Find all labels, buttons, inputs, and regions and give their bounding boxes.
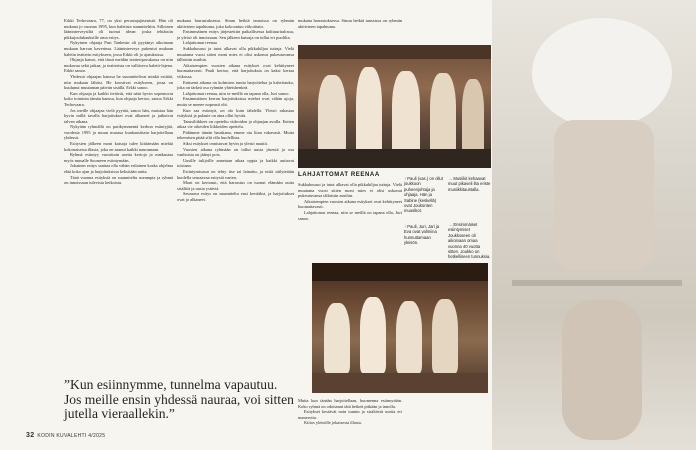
article-paragraph: Kiitos yleisölle jokaisesta illasta.	[304, 420, 362, 426]
page-folio	[26, 432, 105, 439]
article-paragraph: mukana harrastuksessa. Sinun hetkiä tanssissa on ryhmän aktiivinen tapahtuma, joka kokoontuu viikoittain.	[177, 18, 294, 29]
article-paragraph: Esiintymisasut on tehty itse tai lainattu, ja niitä säilytetään huolella seuraavaa esitystä varten.	[177, 169, 294, 180]
article-paragraph: Erkki Terhovaara, 77, on yksi perustajajäsenistä. Hän oli mukana jo vuonna 1995, kun baletista suunniteltiin. Silloinen lääninterveysiltä oli tuonut idean: joska tehtäisiin pikkujoulukauksille oma esitys.	[64, 18, 173, 40]
magazine-name: KODIN KUVALEHTI 4/2025	[37, 433, 106, 439]
photo-dancers-on-stage	[312, 263, 488, 393]
article-paragraph: Aikaisempien vuosien aikana esitykset ovat kehittyneet huomattavasti.	[298, 198, 402, 210]
article-paragraph: Pidämme tämän hauskana, emme ota liian vakavasti. Mutta tekemisen pitää silti olla huolellista.	[177, 129, 294, 141]
article-paragraph: Kun saa esiintyä, on olo kuin tähdellä. Yleisö rakastaa esityksiä ja palaute on aina ollut hyvää.	[177, 107, 294, 119]
article-paragraph: Lahjattomat reenaa	[183, 40, 217, 46]
caption-music	[448, 176, 492, 192]
arrow-right-icon: →	[448, 176, 453, 181]
article-paragraph: Lahjattomat reenaa, niin se meillä on tapana olla, Juri sanoo.	[183, 90, 290, 96]
article-paragraph: Jos meille ohjaajaa vielä pyytää, sanoo hän, muistaa hän hyvin millä tavalla harjoitukset ovat alkaneet ja jatkuivat talven aikana.	[64, 107, 173, 124]
caption-text: Musiikit kehaavat muut pikaveli ilta eriste musiikkitaustalla.	[448, 176, 491, 192]
article-paragraph: Lahjattomat reenaa, niin se meillä on tapana olla, Juri sanoo.	[298, 209, 402, 221]
article-paragraph: Ensimmäinen esitys järjestettiin paikallisessa kulttuuritalossa, ja yleisö oli innoissaan. Sen jälkeen kutsuja on tullut eri puolilta.	[177, 29, 294, 40]
article-paragraph: Entisenä aikana on kolmisen tuntia harjoittelua ja kahvitauko, joka on tärkeä osa ryhmän yhteishenkeä.	[177, 79, 294, 91]
article-paragraph: Tanssiliikkeet on opeteltu videoiden ja ohjaajan avulla. Eniten aikaa vie oikeiden liikkeiden opettelu.	[177, 118, 294, 130]
article-column-3-top	[298, 18, 402, 44]
photo-dancers-rehearsal	[298, 45, 491, 168]
article-paragraph: Uusille tulijoille annetaan aikaa oppia ja kaikki auttavat toisiaan.	[177, 157, 294, 169]
caption-text: Ensimmäiset esiintymiset Joukkoseen oli aikoinaan omaa vuonna 40 vuotta sitten. Joukko on hetkelliseen tunnuksia.	[448, 222, 491, 260]
article-paragraph: Mutta kun tänään harjoitellaan, huomenna esiinnytään. Koko ryhmä on odottanut tätä hetkeä pitkään ja innolla.	[298, 398, 402, 409]
article-paragraph: Jokainen esitys saattaa olla vähän erilainen koska ohjelma elää koko ajan ja harjoituksissa keksitään uutta.	[64, 163, 173, 175]
arrow-right-icon: →	[448, 222, 453, 227]
caption-text: Pauli, Juri, Jari ja Eva ovat valmiina hunnuttamaan yleisön.	[404, 224, 440, 246]
article-paragraph: Tänä vuonna esityksiä on suunniteltu useampia ja ryhmä on innoissaan tulevista keikoista.	[64, 174, 173, 186]
article-paragraph: Ryhmä esiintyy vuosittain useita kertoja ja matkustaa myös muualle Suomeen esiintymään.	[64, 152, 173, 163]
article-paragraph: Nykyinen ohjaaja Pasi Tankesin oli pyytänyt aikoinaan mukaan harvan kaverinsa. Lääninterveys pukeutui mukaan baletin teatterin esitykseen, jossa Erkki oli jo ajatuksissa.	[64, 40, 173, 57]
article-paragraph: Ohjaaja katsoi, että tässä meidän teatteriporukassa on niin mukavaa sekä jatkaa, ja teatterista on vallitseva baletti-lajena. Erkki sanoo.	[64, 57, 173, 74]
arrow-up-icon: ↑	[404, 224, 407, 229]
article-column-3-bottom	[298, 398, 402, 444]
page-number: 32	[26, 432, 35, 439]
section-subheading: LAHJATTOMAT REENAA	[298, 172, 380, 178]
article-paragraph: Yhdessä ohjaajan kanssa he suunnittelivat minkä esittää, niin mukaan lähtisi. He koostivat esitykseen, jossa on kuulunut muutaman päivän sisällä. Erkki sanoo.	[64, 73, 173, 91]
article-paragraph: Moni on kertonut, että harrastus on tuonut elämään uutta sisältöä ja uusia ystäviä.	[177, 180, 294, 191]
article-paragraph: Siksi esitykset onnistuvat hyvin ja yleisö nauttii.	[183, 141, 269, 147]
arrow-up-icon: ↑	[404, 176, 407, 181]
caption-group	[404, 224, 444, 246]
article-paragraph: Sukkahousut ja tutut alkavat olla pikkuhiljaa tuttuja. Vielä muutama vuosi sitten moni mies ei olisi uskonut pukeutuvansa tällaisiin asuihin.	[177, 45, 294, 63]
article-column-3-middle	[298, 182, 402, 254]
article-paragraph: Aikaisempien vuosien aikana esitykset ovat kehittyneet huomattavasti. Pauli kertoo, että harjoituksia on kaksi kertaa viikossa.	[177, 62, 294, 79]
article-paragraph: Esitykset kestävät noin tunnin ja sisältävät useita eri numeroita.	[298, 409, 402, 420]
photo-dancer-tutu	[492, 0, 696, 450]
article-paragraph: Ensimmäisen kerran harjoituksissa miehet ovat vähän ujoja, mutta se menee nopeasti ohi.	[177, 96, 294, 107]
article-paragraph: Vuosien aikana ryhmään on tullut uusia jäseniä ja osa vanhoista on jäänyt pois.	[177, 146, 294, 158]
article-paragraph: Seuraava esitys on suunniteltu ensi kevääksi, ja harjoitukset ovat jo alkaneet.	[177, 191, 294, 202]
article-column-1	[64, 18, 173, 362]
caption-history	[448, 222, 492, 260]
pull-quote: ”Kun esiinnymme, tunnelma vapautuu. Jos meille ensin yhdessä nauraa, voi sitten jutella vieraallekin.”	[64, 377, 294, 422]
article-paragraph: Nykyään ryhmällä on parikymmentä kerhon esiintyjää, vuodesta 1995 ja muun muassa kuukausittain harjoitellaan yhdessä.	[64, 124, 173, 141]
caption-pauli	[404, 176, 444, 214]
article-paragraph: Kun ohjaaja ja kaikki tietävät, että näin hyvin sopeutuvat koko toiminta tämän kanssa, kun ohjaaja kertoo, sanoo Erkki Terhovaara.	[64, 90, 173, 107]
article-paragraph: Sukkahousut ja tutut alkavat olla pikkuhiljaa tuttuja. Vielä muutama vuosi sitten moni mies ei olisi uskonut pukeutuvansa tällaisiin asuihin.	[298, 182, 402, 199]
article-paragraph: mukana harrastuksessa. Sinun hetkiä tanssissa on ryhmän aktiivinen tapahtuma.	[298, 18, 402, 29]
article-column-2	[177, 18, 294, 362]
article-paragraph: Esitysten jälkeen moni katsoja tulee kiittämään miehiä kokonaisesta illasta, joka on saanut kaikki nauramaan.	[64, 141, 173, 152]
caption-text: Pauli (vas.) on ollut joukkoon puheenjohtaja ja ohjaaja. Hän ja Sabine (keskellä) ovat Joukonten muusikot.	[404, 176, 443, 214]
